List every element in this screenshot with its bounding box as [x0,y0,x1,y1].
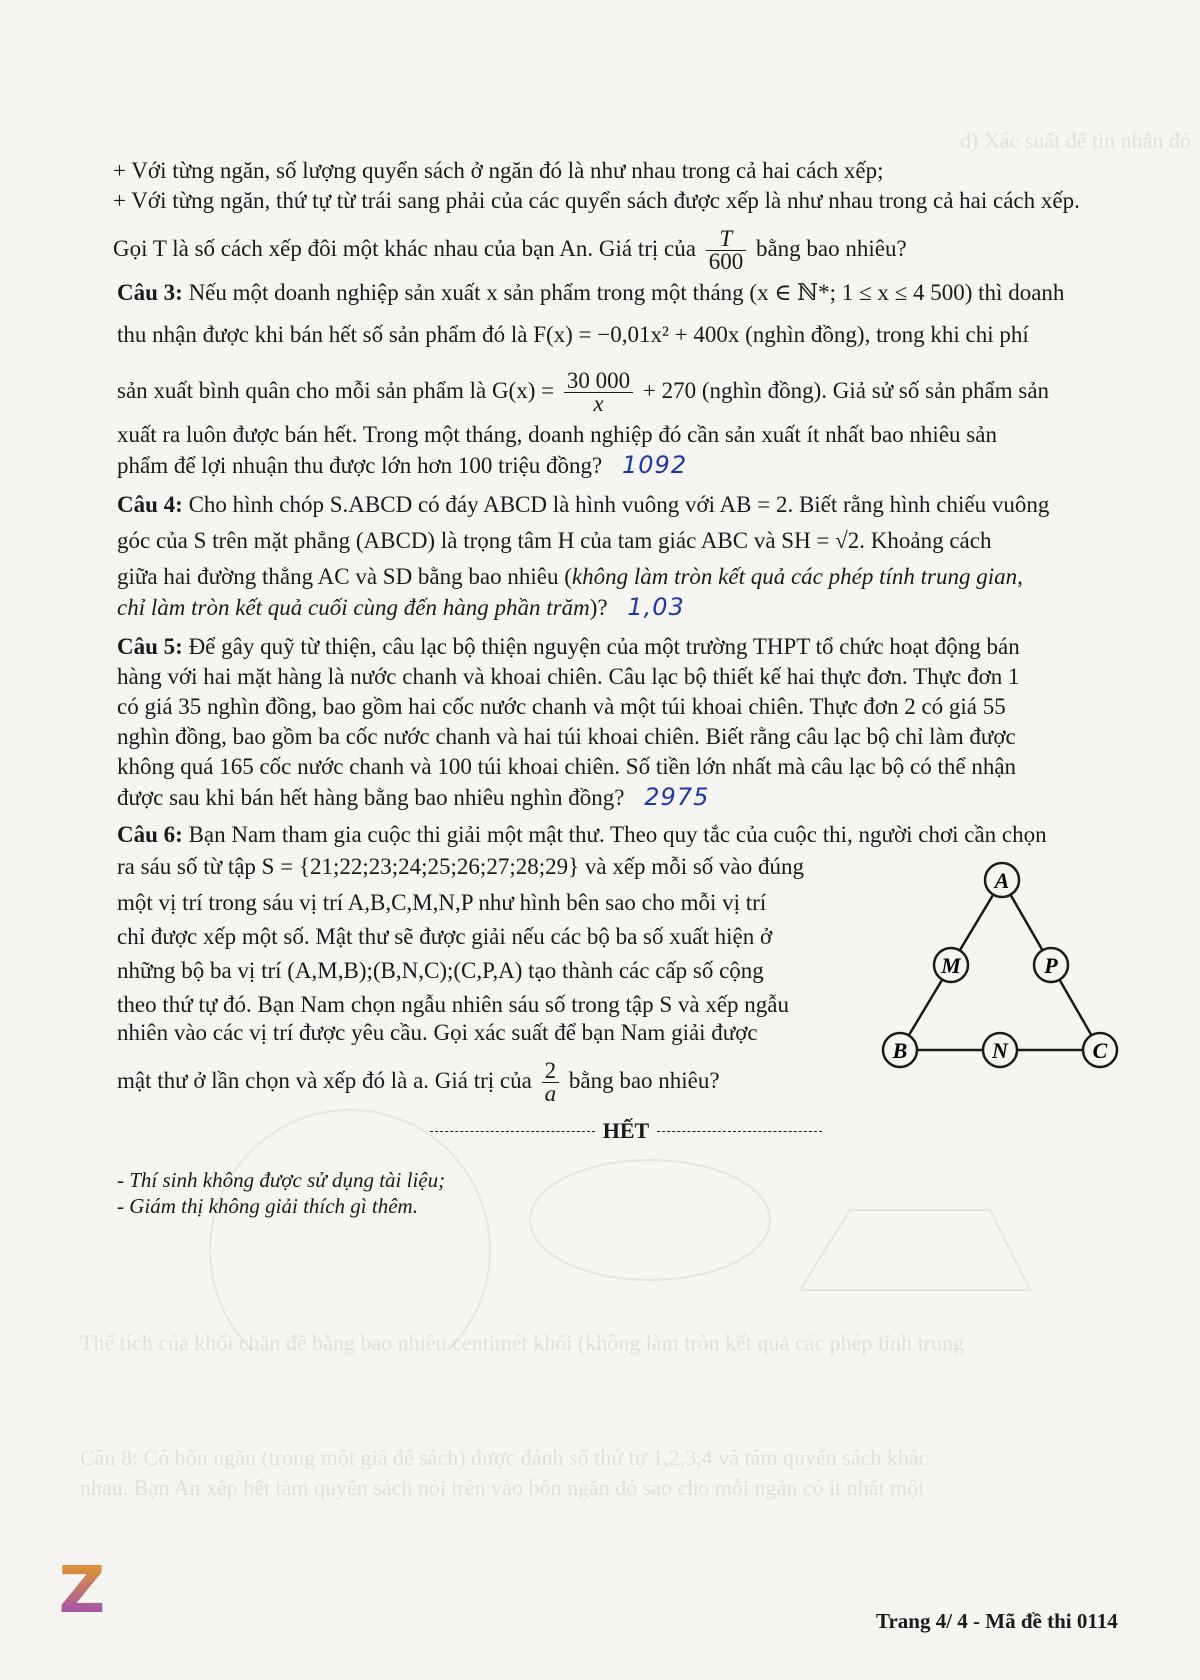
note-line-1: - Thí sinh không được sử dụng tài liệu; [117,1168,446,1192]
q2-question-text: Gọi T là số cách xếp đôi một khác nhau của bạn An. Giá trị của [113,235,696,261]
question-label: Câu 3: [117,280,183,305]
q6-line-5: những bộ ba vị trí (A,M,B);(B,N,C);(C,P,A) tạo thành các cấp số cộng [117,958,764,983]
q4-text-1: Cho hình chóp S.ABCD có đáy ABCD là hình vuông với AB = 2. Biết rằng hình chiếu vuông [188,492,1050,517]
q5-line-2: hàng với hai mặt hàng là nước chanh và khoai chiên. Câu lạc bộ thiết kế hai thực đơn. Thực đơn 1 [117,664,1020,689]
node-m [934,948,968,982]
q4-text-4: )? [589,595,608,620]
node-a [985,863,1019,897]
q5-text-6: được sau khi bán hết hàng bằng bao nhiêu nghìn đồng? [117,785,625,810]
node-label: B [892,1038,908,1063]
note-line-2: - Giám thị không giải thích gì thêm. [117,1194,418,1218]
q4-text-3-italic: không làm tròn kết quả các phép tính trung gian, [571,564,1023,589]
q6-line-2: ra sáu số từ tập S = {21;22;23;24;25;26;27;28;29} và xếp mỗi số vào đúng [117,854,805,879]
node-label: C [1092,1038,1108,1063]
question-label: Câu 6: [117,822,183,847]
fraction-numerator: T [706,228,747,251]
q3-text-3a: sản xuất bình quân cho mỗi sản phẩm là G(x) = [117,377,555,403]
q2-question-tail: bằng bao nhiêu? [755,235,907,261]
q6-line-3: một vị trí trong sáu vị trí A,B,C,M,N,P như hình bên sao cho mỗi vị trí [117,890,767,915]
q3-line-4: xuất ra luôn được bán hết. Trong một tháng, doanh nghiệp đó cần sản xuất ít nhất bao nhiêu sản [117,422,997,447]
q6-line-1 [117,820,1137,850]
q3-text-3b: + 270 (nghìn đồng). Giả sử số sản phẩm sản [642,377,1050,403]
node-label: N [992,1038,1008,1063]
fraction-2-over-a [542,1060,560,1105]
end-rule-left [430,1131,595,1132]
fraction-numerator: 30 000 [564,370,633,393]
q4-line-2: góc của S trên mặt phẳng (ABCD) là trọng tâm H của tam giác ABC và SH = √2. Khoảng cách [117,528,992,553]
fraction-denominator: x [593,391,604,416]
question-label: Câu 4: [117,492,183,517]
q3-line-5 [117,450,1137,481]
q5-line-4: nghìn đồng, bao gồm ba cốc nước chanh và hai túi khoai chiên. Biết rằng câu lạc bộ chỉ làm được [117,724,1016,749]
bleed-through-text: Câu 8: Có bốn ngăn (trong một giá để sách) được đánh số thứ tự 1,2,3,4 và tám quyển sách khác [80,1445,929,1470]
node-b [883,1033,917,1067]
q3-line-2: thu nhận được khi bán hết số sản phẩm đó là F(x) = −0,01x² + 400x (nghìn đồng), trong khi chi phí [117,322,1029,347]
node-n [983,1033,1017,1067]
fraction-denominator: a [544,1081,557,1106]
q3-line-1 [117,278,1137,308]
q4-text-3: giữa hai đường thẳng AC và SD bằng bao nhiêu ( [117,564,572,589]
q5-line-1 [117,632,1137,662]
q4-text-4-italic: chỉ làm tròn kết quả cuối cùng đến hàng phần trăm [117,595,590,620]
z-logo-icon [56,1558,108,1620]
node-c [1083,1033,1117,1067]
question-label: Câu 5: [117,634,183,659]
q5-text-1: Để gây quỹ từ thiện, câu lạc bộ thiện nguyện của một trường THPT tổ chức hoạt động bán [188,634,1020,659]
fraction-30000-over-x [564,370,633,415]
q5-line-6 [117,782,1137,813]
q2-condition-1: + Với từng ngăn, số lượng quyển sách ở ngăn đó là như nhau trong cả hai cách xếp; [113,158,884,183]
q6-line-8 [117,1060,877,1105]
q6-line-4: chỉ được xếp một số. Mật thư sẽ được giải nếu các bộ ba số xuất hiện ở [117,924,773,949]
q5-line-3: có giá 35 nghìn đồng, bao gồm hai cốc nước chanh và một túi khoai chiên. Thực đơn 2 có giá 55 [117,694,1006,719]
end-rule-right [657,1131,822,1132]
end-text: HẾT [602,1118,650,1143]
node-label: P [1044,953,1058,978]
q4-line-4 [117,592,1137,623]
q6-text-1: Bạn Nam tham gia cuộc thi giải một mật thư. Theo quy tắc của cuộc thi, người chơi cần chọn [188,822,1047,847]
q3-text-5: phẩm để lợi nhuận thu được lớn hơn 100 triệu đồng? [117,453,603,478]
q2-condition-2: + Với từng ngăn, thứ tự từ trái sang phải của các quyển sách được xếp là như nhau trong cả hai cách xếp. [113,188,1080,213]
page-footer: Trang 4/ 4 - Mã đề thi 0114 [876,1609,1118,1633]
q6-text-8a: mật thư ở lần chọn và xếp đó là a. Giá trị của [117,1067,532,1093]
q3-line-3 [117,370,1137,415]
node-label: A [994,868,1010,893]
q6-text-8b: bằng bao nhiêu? [568,1067,720,1093]
logo-letter: Z [58,1558,106,1620]
q3-text-1: Nếu một doanh nghiệp sản xuất x sản phẩm trong một tháng (x ∈ ℕ*; 1 ≤ x ≤ 4 500) thì doanh [188,280,1065,305]
q4-line-1 [117,490,1137,520]
q6-line-6: theo thứ tự đó. Bạn Nam chọn ngẫu nhiên sáu số trong tập S và xếp ngẫu [117,992,790,1017]
end-marker [430,1118,822,1144]
handwritten-answer: 1,03 [627,593,685,621]
fraction-denominator: 600 [708,249,744,274]
q2-question-line [113,228,1133,273]
fraction-t-over-600 [706,228,747,273]
node-p [1034,948,1068,982]
node-label: M [941,953,961,978]
fraction-numerator: 2 [542,1060,560,1083]
bleed-through-text: Thể tích của khối chặn đề bằng bao nhiêu centimét khối (không làm tròn kết quả các phép tính trung [80,1330,965,1355]
bleed-through-text: d) Xác suất để tin nhắn đó [960,128,1191,153]
q5-line-5: không quá 165 cốc nước chanh và 100 túi khoai chiên. Số tiền lớn nhất mà câu lạc bộ có thể nhận [117,754,1017,779]
q6-line-7: nhiên vào các vị trí được yêu cầu. Gọi xác suất để bạn Nam giải được [117,1020,758,1045]
bleed-through-text: nhau. Bạn An xếp hết tám quyển sách nói trên vào bốn ngăn đó sao cho mỗi ngăn có ít nhất một [80,1475,925,1500]
q4-line-3 [117,562,1137,592]
handwritten-answer: 2975 [644,783,710,811]
handwritten-answer: 1092 [622,451,688,479]
triangle-diagram [870,860,1130,1080]
